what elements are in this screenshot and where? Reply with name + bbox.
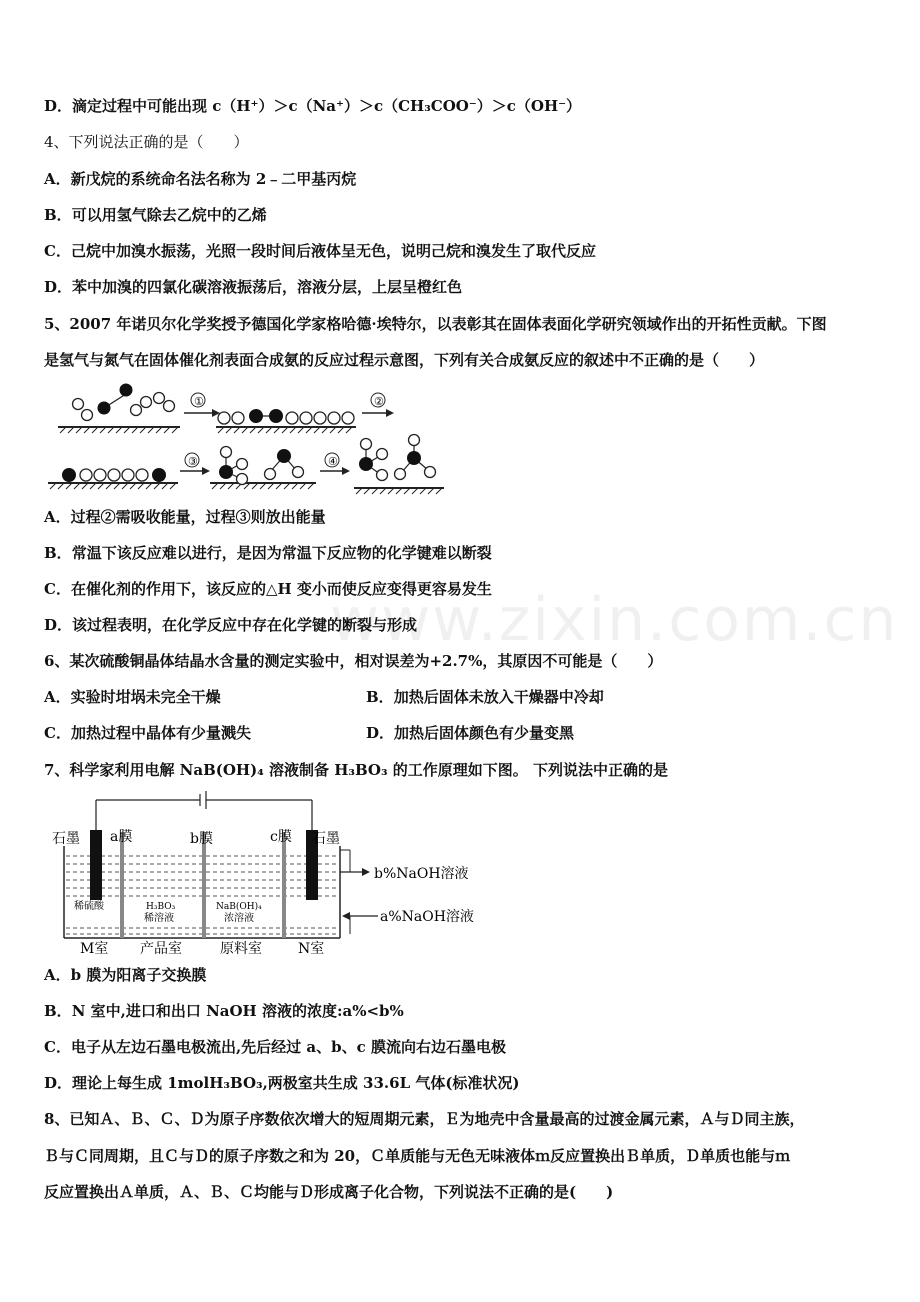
step-1-arrow xyxy=(184,393,220,417)
step-1-label: ① xyxy=(194,395,204,408)
right-electrode-label: 石墨 xyxy=(312,831,340,847)
option-text: 实验时坩埚未完全干燥 xyxy=(70,688,221,706)
q8-line3: 反应置换出Ａ单质，Ａ、Ｂ、Ｃ均能与Ｄ形成离子化合物，下列说法不正确的是( ) xyxy=(44,1183,614,1201)
q5-option-a xyxy=(44,507,884,527)
option-text: 加热后固体未放入干燥器中冷却 xyxy=(393,688,604,706)
room-raw-label: 原料室 xyxy=(220,941,262,957)
surface-3 xyxy=(48,468,178,489)
q7-option-d xyxy=(44,1073,884,1093)
room-m-label: M室 xyxy=(80,941,109,957)
surface-5 xyxy=(354,435,444,495)
left-graphite-electrode xyxy=(90,830,102,900)
q6-stem: 6、某次硫酸铜晶体结晶水含量的测定实验中，相对误差为+2.7%，其原因不可能是（ ） xyxy=(44,652,663,670)
step-3-arrow xyxy=(180,453,210,475)
option-label: C． xyxy=(44,242,71,260)
option-label: D． xyxy=(44,616,73,634)
step-4-label: ④ xyxy=(328,455,338,468)
q6-option-c xyxy=(44,723,251,743)
option-label: C． xyxy=(44,580,71,598)
option-text: 理论上每生成 1molH₃BO₃,两极室共生成 33.6L 气体(标准状况) xyxy=(72,1074,520,1092)
option-text: N 室中,进口和出口 NaOH 溶液的浓度:a%<b% xyxy=(71,1002,404,1020)
option-text: 在催化剂的作用下，该反应的△H 变小而使反应变得更容易发生 xyxy=(70,580,492,598)
option-text: 该过程表明，在化学反应中存在化学键的断裂与形成 xyxy=(72,616,418,634)
option-text: 加热过程中晶体有少量溅失 xyxy=(70,724,251,742)
option-label: A． xyxy=(44,508,71,526)
surface-1 xyxy=(58,384,180,434)
option-label: B． xyxy=(44,1002,72,1020)
q3-option-d xyxy=(44,96,884,116)
room-product-label: 产品室 xyxy=(140,941,182,957)
option-text: 常温下该反应难以进行，是因为常温下反应物的化学键难以断裂 xyxy=(71,544,492,562)
option-label: C． xyxy=(44,724,71,742)
q5-option-d xyxy=(44,615,884,635)
membrane-b-label: b膜 xyxy=(190,831,213,847)
option-label: A． xyxy=(44,688,71,706)
solution-product-line2: 稀溶液 xyxy=(144,913,174,924)
watermark: www.zixin.com.cn xyxy=(330,585,899,655)
q4-option-d xyxy=(44,277,884,297)
surface-2 xyxy=(216,409,356,433)
option-label: D． xyxy=(366,724,395,742)
q6-option-d xyxy=(366,723,574,743)
option-text: 可以用氢气除去乙烷中的乙烯 xyxy=(71,206,267,224)
membrane-b xyxy=(202,832,206,938)
solution-m-label: 稀硫酸 xyxy=(74,901,104,912)
option-label: D． xyxy=(44,278,73,296)
option-label: D． xyxy=(44,1074,73,1092)
option-text: 滴定过程中可能出现 c（H⁺）＞c（Na⁺）＞c（CH₃COO⁻）＞c（OH⁻） xyxy=(72,97,582,115)
option-text: 加热后固体颜色有少量变黑 xyxy=(394,724,575,742)
step-3-label: ③ xyxy=(188,455,198,468)
option-text: 新戊烷的系统命名法名称为 2﹣二甲基丙烷 xyxy=(70,170,357,188)
option-text: 过程②需吸收能量，过程③则放出能量 xyxy=(70,508,326,526)
q4-option-a xyxy=(44,169,884,189)
step-4-arrow xyxy=(320,453,350,475)
option-label: C． xyxy=(44,1038,71,1056)
q5-option-b xyxy=(44,543,884,563)
q6-option-a xyxy=(44,687,221,707)
q7-option-a xyxy=(44,965,884,985)
external-circuit xyxy=(96,791,312,830)
outlet-label: b%NaOH溶液 xyxy=(374,866,469,882)
step-2-arrow xyxy=(362,393,394,417)
q7-option-c xyxy=(44,1037,884,1057)
inlet-label: a%NaOH溶液 xyxy=(380,909,474,925)
solution-product-line1: H₃BO₃ xyxy=(146,902,176,912)
membrane-a-label: a膜 xyxy=(110,829,133,845)
room-n-label: N室 xyxy=(298,941,325,957)
outlet-arrow xyxy=(340,850,370,876)
step-2-label: ② xyxy=(374,395,384,408)
q4-option-b xyxy=(44,205,884,225)
inlet-arrow xyxy=(342,912,378,934)
q8-line2: Ｂ与Ｃ同周期，且Ｃ与Ｄ的原子序数之和为 20，Ｃ单质能与无色无味液体ｍ反应置换出Ｂ单质，Ｄ单质也能与ｍ xyxy=(44,1147,791,1165)
q7-option-b xyxy=(44,1001,884,1021)
option-label: B． xyxy=(44,544,72,562)
membrane-c xyxy=(282,832,286,938)
left-electrode-label: 石墨 xyxy=(52,831,80,847)
solution-raw-line1: NaB(OH)₄ xyxy=(216,902,262,912)
q6-option-b xyxy=(366,687,604,707)
q5-stem-line1: 5、2007 年诺贝尔化学奖授予德国化学家格哈德·埃特尔，以表彰其在固体表面化学研究领域作出的开拓性贡献。下图 xyxy=(44,315,827,333)
surface-4 xyxy=(210,447,316,490)
option-text: 苯中加溴的四氯化碳溶液振荡后，溶液分层，上层呈橙红色 xyxy=(72,278,463,296)
option-text: b 膜为阳离子交换膜 xyxy=(70,966,207,984)
membrane-a xyxy=(120,832,124,938)
option-label: D． xyxy=(44,97,73,115)
membrane-c-label: c膜 xyxy=(270,829,292,845)
option-label: B． xyxy=(366,688,394,706)
option-text: 己烷中加溴水振荡，光照一段时间后液体呈无色，说明己烷和溴发生了取代反应 xyxy=(70,242,596,260)
q5-stem-line2: 是氢气与氮气在固体催化剂表面合成氨的反应过程示意图，下列有关合成氨反应的叙述中不正确的是（ ） xyxy=(44,351,765,369)
q4-option-c xyxy=(44,241,884,261)
ammonia-synthesis-diagram xyxy=(44,378,454,496)
option-label: A． xyxy=(44,170,71,188)
q4-stem: 4、下列说法正确的是（ ） xyxy=(44,133,249,151)
electrolysis-cell-diagram xyxy=(44,788,494,958)
option-text: 电子从左边石墨电极流出,先后经过 a、b、c 膜流向右边石墨电极 xyxy=(70,1038,506,1056)
option-label: A． xyxy=(44,966,71,984)
solution-raw-line2: 浓溶液 xyxy=(224,913,254,924)
q8-line1: 8、已知Ａ、Ｂ、Ｃ、Ｄ为原子序数依次增大的短周期元素，Ｅ为地壳中含量最高的过渡金属元素，Ａ与Ｄ同主族， xyxy=(44,1110,805,1128)
q7-stem: 7、科学家利用电解 NaB(OH)₄ 溶液制备 H₃BO₃ 的工作原理如下图。 下列说法中正确的是 xyxy=(44,761,668,779)
q5-option-c xyxy=(44,579,884,599)
option-label: B． xyxy=(44,206,72,224)
